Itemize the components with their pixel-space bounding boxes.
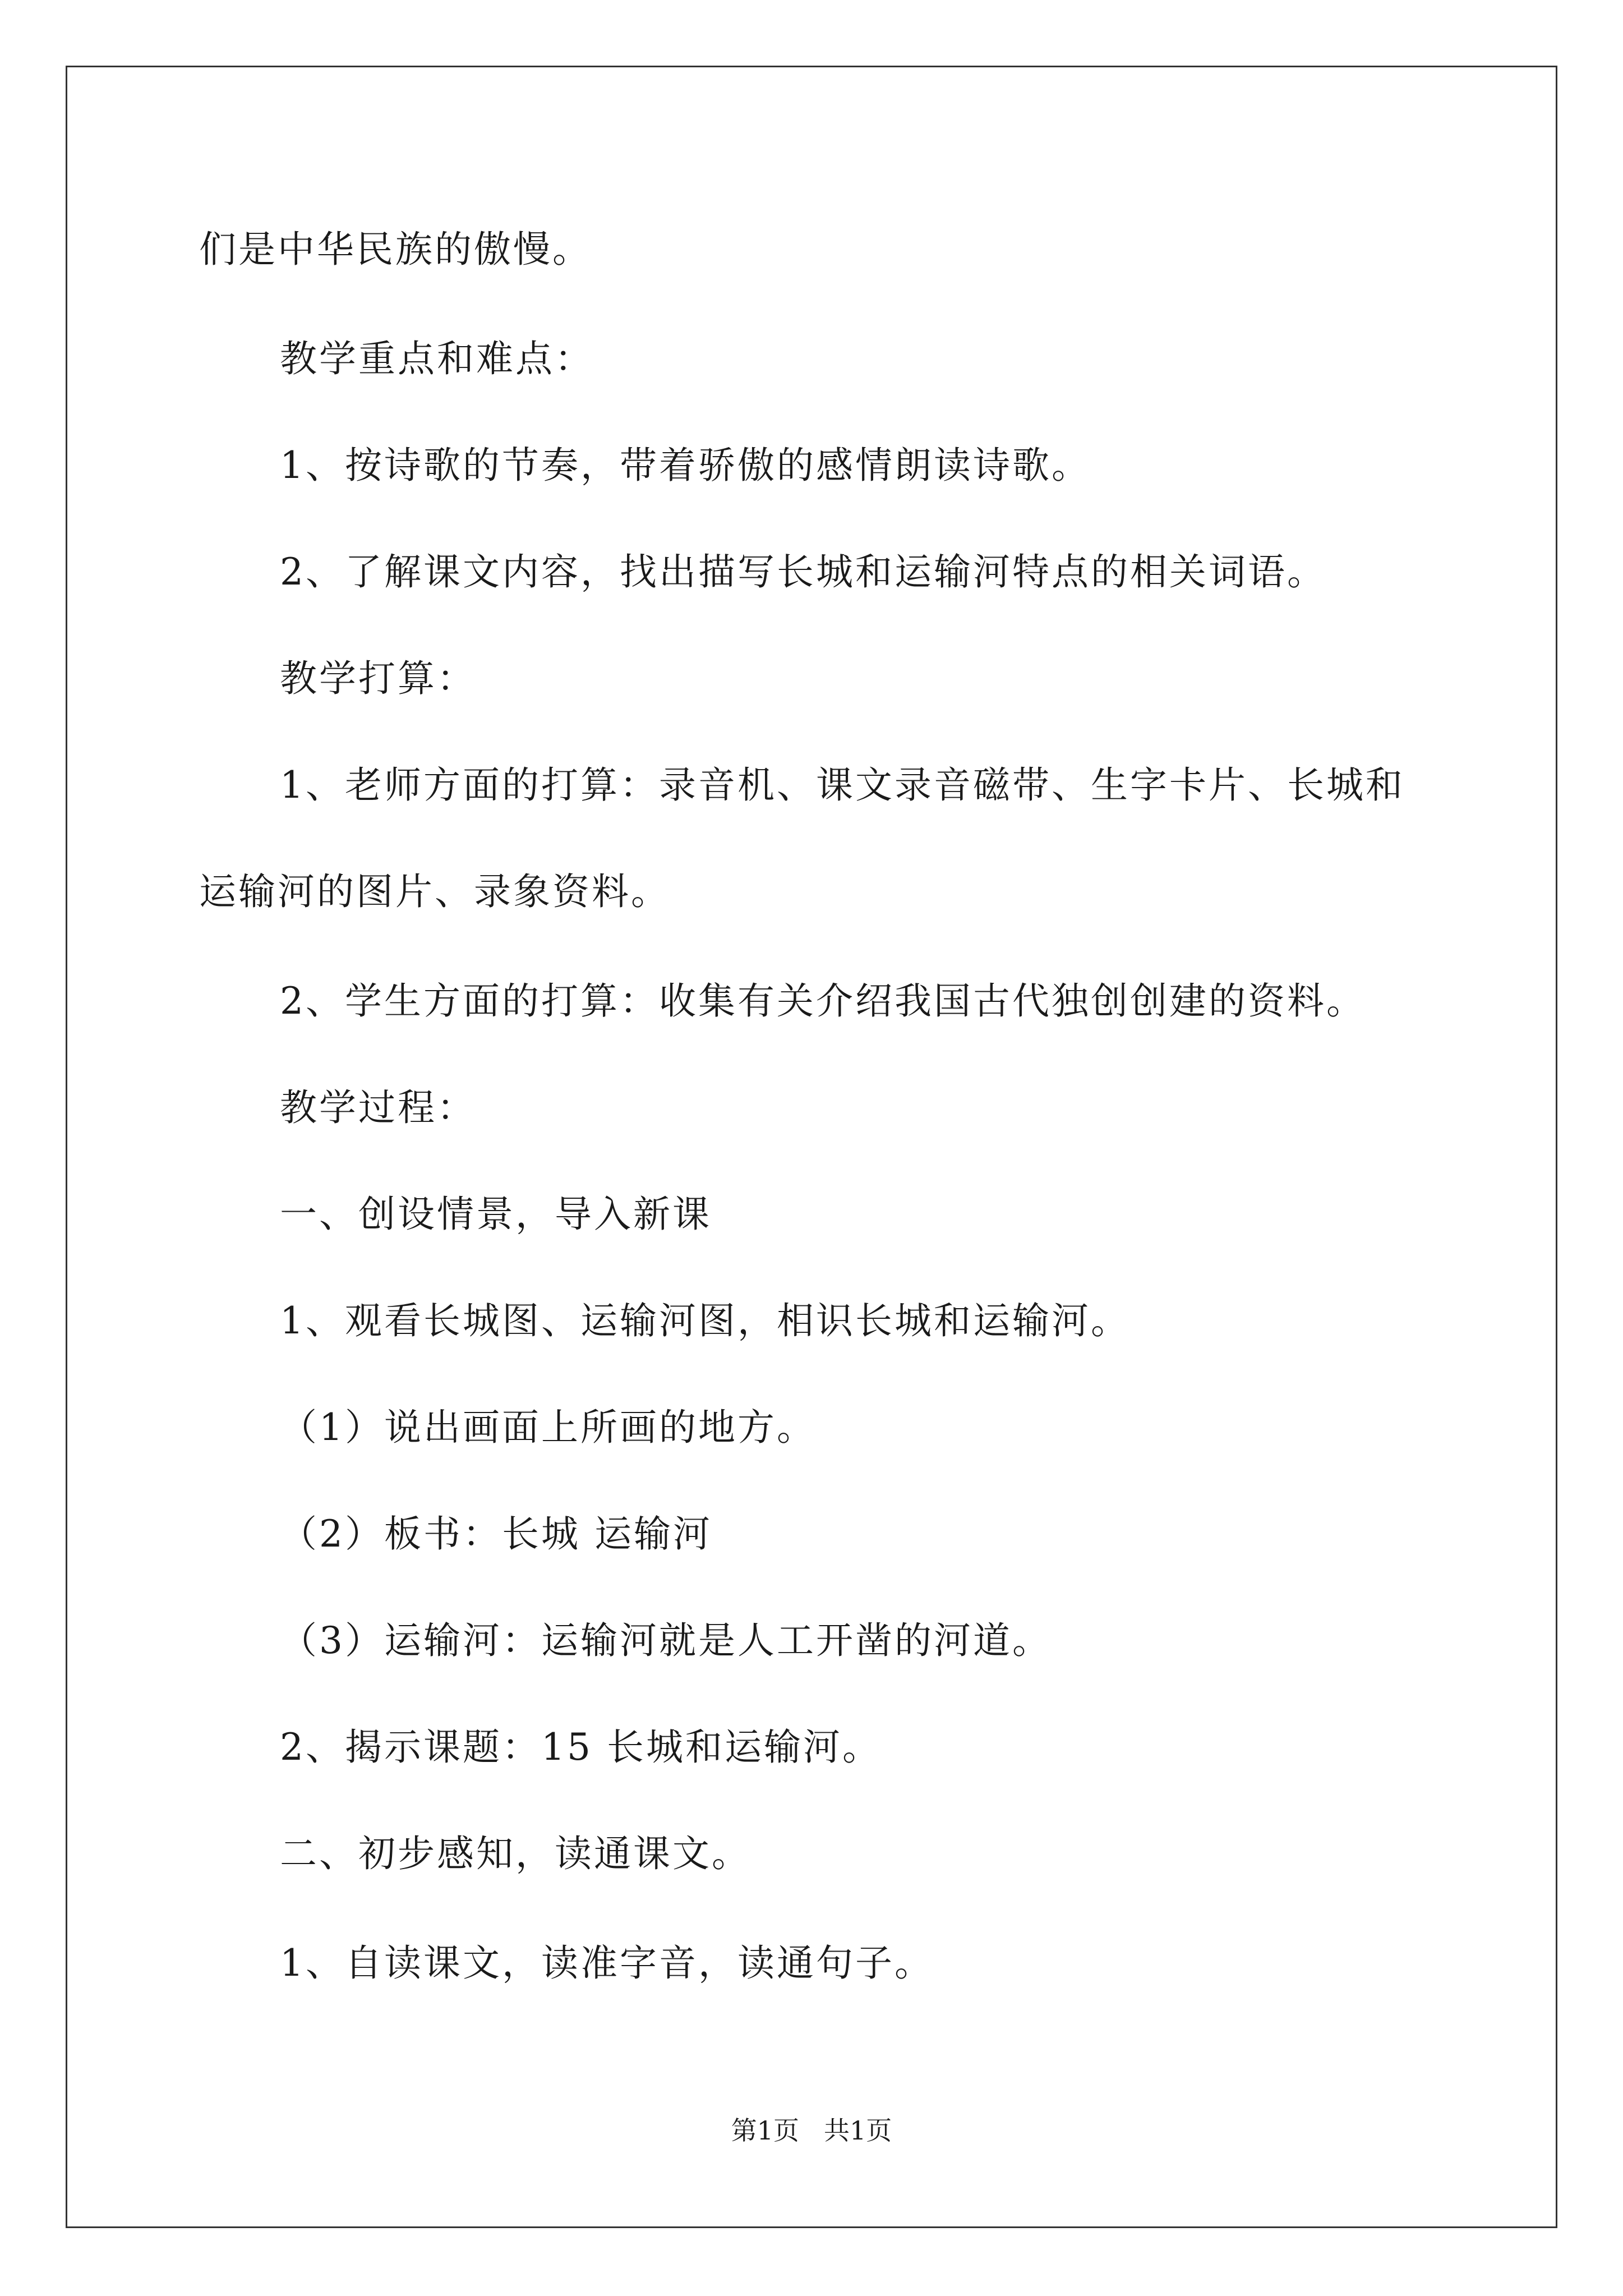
page-total: 共1页 [824,2115,892,2146]
text-line: 运输河的图片、录象资料。 [199,870,670,913]
text-line: 一、创设情景，导入新课 [280,1193,712,1236]
text-line: （1）说出画面上所画的地方。 [280,1406,816,1449]
text-line: 1、老师方面的打算：录音机、课文录音磁带、生字卡片、长城和 [280,763,1405,807]
text-line: 1、观看长城图、运输河图，相识长城和运输河。 [280,1299,1130,1342]
text-line: 1、自读课文，读准字音，读通句子。 [280,1941,934,1985]
text-line: 2、学生方面的打算：收集有关介绍我国古代独创创建的资料。 [280,979,1366,1023]
text-line: 教学打算： [280,657,476,700]
page-number: 第1页 [731,2115,799,2146]
text-line: 二、初步感知，读通课文。 [280,1832,751,1875]
text-line: 2、了解课文内容，找出描写长城和运输河特点的相关词语。 [280,550,1326,593]
text-line: 2、揭示课题：15 长城和运输河。 [280,1726,882,1769]
text-line: （3）运输河：运输河就是人工开凿的河道。 [280,1619,1052,1662]
page-footer [0,2115,1623,2146]
text-line: 们是中华民族的傲慢。 [199,228,592,271]
page-border [66,66,1557,2228]
text-line: 1、按诗歌的节奏，带着骄傲的感情朗读诗歌。 [280,444,1091,487]
text-line: 教学重点和难点： [280,337,594,380]
text-line: 教学过程： [280,1086,476,1129]
text-line: （2）板书：长城 运输河 [280,1512,712,1556]
